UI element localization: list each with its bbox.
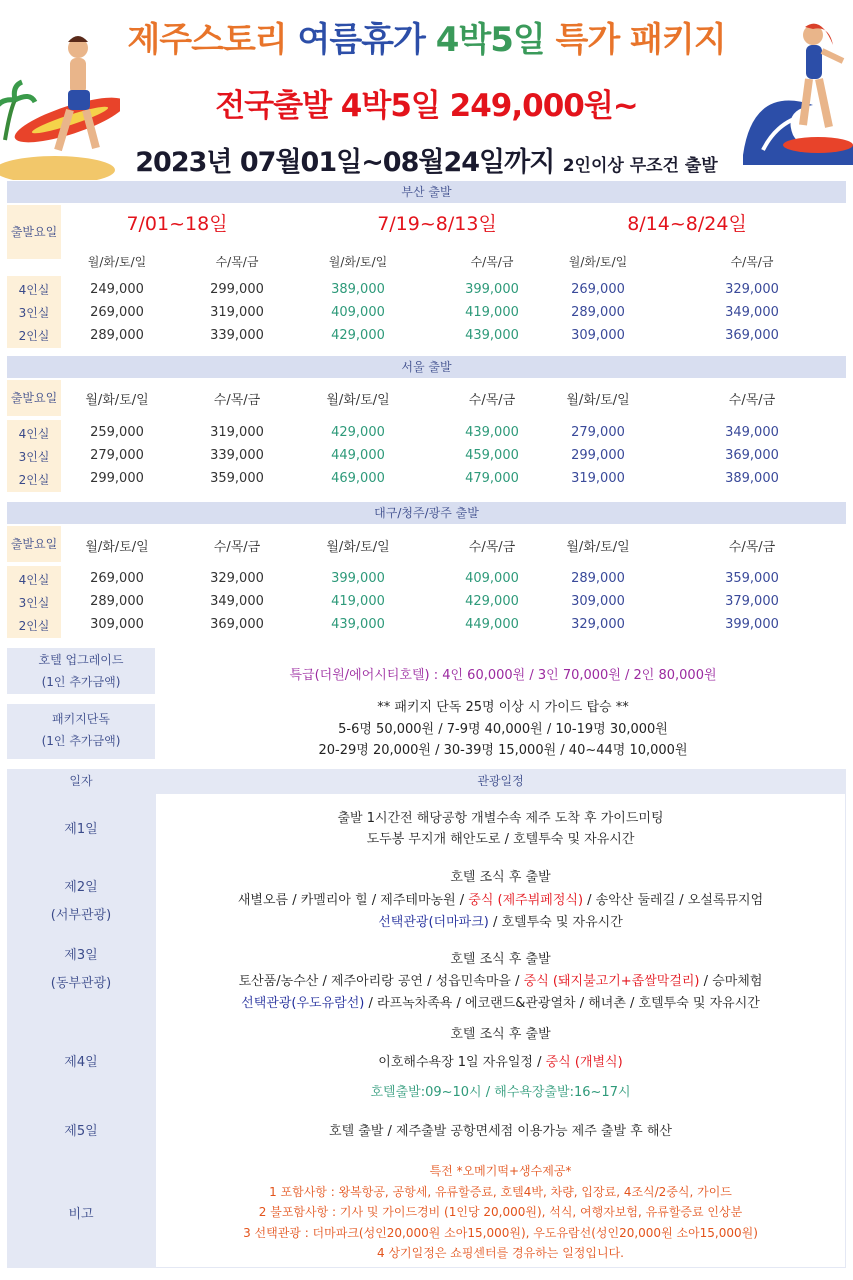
itinerary-head-day: 일자	[7, 769, 155, 793]
hotel-upgrade-label	[7, 648, 155, 694]
day-header: 월/화/토/일	[87, 255, 147, 269]
period-main: 2023년 07월01일~08월24일까지	[135, 147, 563, 178]
section-heading: 서울 출발	[7, 356, 846, 378]
room-label: 2인실	[18, 473, 50, 487]
period-header: 7/01~18일	[126, 213, 228, 235]
private-package-line: 20-29명 20,000원 / 30-39명 15,000원 / 40~44명 10,000원	[318, 743, 688, 758]
day-header: 수/목/금	[470, 255, 514, 269]
price-cell: 269,000	[571, 282, 625, 297]
price-cell: 369,000	[725, 328, 779, 343]
room-label: 4인실	[18, 573, 50, 587]
price-cell: 479,000	[465, 471, 519, 486]
price-cell: 329,000	[571, 617, 625, 632]
price-cell: 399,000	[725, 617, 779, 632]
day-header: 수/목/금	[728, 393, 776, 408]
title-brand: 제주스토리	[127, 20, 298, 60]
day3-text: / 승마체험	[699, 974, 763, 989]
day2-lunch: 중식 (제주뷔페정식)	[468, 893, 584, 908]
day-label: 출발요일	[7, 526, 61, 562]
notes-line: 1 포함사항 : 왕복항공, 공항세, 유류할증료, 호텔4박, 차량, 입장료, 4조식/2중식, 가이드	[269, 1185, 732, 1199]
price-cell: 459,000	[465, 448, 519, 463]
period-header: 8/14~8/24일	[627, 213, 747, 235]
price-cell: 429,000	[331, 328, 385, 343]
day5-label: 제5일	[64, 1124, 98, 1139]
day4-times: 호텔출발:09~10시 / 해수욕장출발:16~17시	[370, 1085, 631, 1100]
price-cell: 419,000	[331, 594, 385, 609]
price-cell: 439,000	[331, 617, 385, 632]
section-heading: 대구/청주/광주 출발	[7, 502, 846, 524]
price-cell: 289,000	[571, 571, 625, 586]
price-cell: 299,000	[571, 448, 625, 463]
room-label: 3인실	[18, 596, 50, 610]
room-labels	[7, 420, 61, 492]
hotel-upgrade-text: 특급(더원/에어시티호텔) : 4인 60,000원 / 3인 70,000원 / 2인 80,000원	[289, 668, 717, 683]
price-cell: 309,000	[571, 328, 625, 343]
notes-line: 특전 *오메기떡+생수제공*	[429, 1164, 572, 1178]
price-cell: 299,000	[90, 471, 144, 486]
day1-label: 제1일	[64, 822, 98, 837]
day-header: 월/화/토/일	[85, 540, 149, 555]
day2-text: 새별오름 / 카멜리아 힐 / 제주테마농원 /	[237, 893, 469, 908]
day3-lunch: 중식 (돼지불고기+좁쌀막걸리)	[523, 974, 700, 989]
price-cell: 319,000	[210, 425, 264, 440]
day-label: 출발요일	[7, 380, 61, 416]
day3-line: 호텔 조식 후 출발	[450, 952, 551, 967]
price-cell: 309,000	[90, 617, 144, 632]
price-cell: 369,000	[210, 617, 264, 632]
price-cell: 329,000	[210, 571, 264, 586]
day3-line	[155, 992, 846, 1011]
period-header: 7/19~8/13일	[377, 213, 497, 235]
price-subtitle: 전국출발 4박5일 249,000원~	[215, 88, 638, 124]
price-cell: 339,000	[210, 448, 264, 463]
day4-line: 호텔 조식 후 출발	[450, 1027, 551, 1042]
room-labels	[7, 276, 61, 348]
hotel-upgrade-title: 호텔 업그레이드	[38, 653, 124, 667]
price-cell: 289,000	[90, 328, 144, 343]
price-cell: 389,000	[725, 471, 779, 486]
price-cell: 409,000	[331, 305, 385, 320]
day4-label: 제4일	[64, 1055, 98, 1070]
price-cell: 319,000	[571, 471, 625, 486]
day-header: 월/화/토/일	[328, 255, 388, 269]
room-label: 2인실	[18, 619, 50, 633]
price-cell: 429,000	[465, 594, 519, 609]
day2-text: / 호텔투숙 및 자유시간	[488, 915, 623, 930]
day-header: 수/목/금	[728, 540, 776, 555]
day-header: 수/목/금	[468, 540, 516, 555]
day3-label: 제3일	[64, 948, 98, 963]
seoul-section	[7, 356, 846, 492]
day1-line: 출발 1시간전 해당공항 개별수속 제주 도착 후 가이드미팅	[337, 811, 664, 826]
private-package-line: ** 패키지 단독 25명 이상 시 가이드 탑승 **	[377, 700, 629, 715]
price-cell: 319,000	[210, 305, 264, 320]
price-cell: 339,000	[210, 328, 264, 343]
price-cell: 419,000	[465, 305, 519, 320]
day-header: 월/화/토/일	[566, 393, 630, 408]
price-cell: 289,000	[90, 594, 144, 609]
price-cell: 399,000	[331, 571, 385, 586]
title-season: 여름휴가	[297, 20, 436, 60]
price-cell: 349,000	[210, 594, 264, 609]
price-cell: 289,000	[571, 305, 625, 320]
price-cell: 439,000	[465, 328, 519, 343]
price-cell: 359,000	[725, 571, 779, 586]
price-cell: 409,000	[465, 571, 519, 586]
room-label: 3인실	[18, 306, 50, 320]
private-package-sub: (1인 추가금액)	[41, 734, 121, 748]
day-header: 수/목/금	[215, 255, 259, 269]
price-cell: 359,000	[210, 471, 264, 486]
day-header: 월/화/토/일	[326, 393, 390, 408]
day-header: 월/화/토/일	[566, 540, 630, 555]
day2-text: / 송악산 둘레길 / 오설록뮤지엄	[583, 893, 764, 908]
day2-label: 제2일	[64, 880, 98, 895]
day2-optional-tour: 선택관광(더마파크)	[378, 915, 489, 930]
notes-line: 4 상기일정은 쇼핑센터를 경유하는 일정입니다.	[377, 1246, 624, 1260]
price-cell: 279,000	[571, 425, 625, 440]
day5-line: 호텔 출발 / 제주출발 공항면세점 이용가능 제주 출발 후 해산	[329, 1124, 672, 1139]
day4-lunch: 중식 (개별식)	[545, 1055, 623, 1070]
price-cell: 429,000	[331, 425, 385, 440]
private-package-title: 패키지단독	[52, 712, 110, 726]
price-cell: 469,000	[331, 471, 385, 486]
day3-line	[155, 970, 846, 989]
price-cell: 249,000	[90, 282, 144, 297]
price-cell: 279,000	[90, 448, 144, 463]
day3-sub: (동부관광)	[50, 976, 112, 991]
day3-text: 토산품/농수산 / 제주아리랑 공연 / 성읍민속마을 /	[238, 974, 524, 989]
daegu-section	[7, 502, 846, 638]
price-cell: 309,000	[571, 594, 625, 609]
day2-line: 호텔 조식 후 출발	[450, 870, 551, 885]
day4-line	[155, 1051, 846, 1070]
title-duration: 4박5일	[435, 20, 556, 60]
room-labels	[7, 566, 61, 638]
day-header: 수/목/금	[213, 540, 261, 555]
itinerary-head-schedule: 관광일정	[155, 769, 846, 793]
price-cell: 379,000	[725, 594, 779, 609]
room-label: 4인실	[18, 427, 50, 441]
price-cell: 369,000	[725, 448, 779, 463]
price-cell: 449,000	[331, 448, 385, 463]
price-cell: 259,000	[90, 425, 144, 440]
price-cell: 269,000	[90, 571, 144, 586]
period-note: 2인이상 무조건 출발	[562, 156, 718, 176]
price-cell: 349,000	[725, 425, 779, 440]
price-cell: 449,000	[465, 617, 519, 632]
price-cell: 399,000	[465, 282, 519, 297]
price-cell: 439,000	[465, 425, 519, 440]
day-label: 출발요일	[7, 205, 61, 259]
price-cell: 389,000	[331, 282, 385, 297]
price-cell: 269,000	[90, 305, 144, 320]
private-package-label	[7, 704, 155, 759]
day3-optional-tour: 선택관광(우도유람선)	[241, 996, 365, 1011]
day-header: 월/화/토/일	[85, 393, 149, 408]
day-header: 수/목/금	[213, 393, 261, 408]
private-package-line: 5-6명 50,000원 / 7-9명 40,000원 / 10-19명 30,000원	[338, 722, 668, 737]
room-label: 4인실	[18, 283, 50, 297]
period-line	[0, 140, 853, 179]
promo-header	[0, 0, 853, 180]
section-heading: 부산 출발	[7, 181, 846, 203]
day4-text: 이호해수욕장 1일 자유일정 /	[378, 1055, 546, 1070]
itinerary-day-column	[7, 793, 155, 1268]
hotel-upgrade-sub: (1인 추가금액)	[41, 675, 121, 689]
day-header: 수/목/금	[730, 255, 774, 269]
main-title	[0, 12, 853, 61]
room-label: 3인실	[18, 450, 50, 464]
day-header: 월/화/토/일	[326, 540, 390, 555]
busan-section	[7, 181, 846, 348]
day2-sub: (서부관광)	[50, 908, 112, 923]
price-cell: 299,000	[210, 282, 264, 297]
day3-text: / 라프녹차족욕 / 에코랜드&관광열차 / 해녀촌 / 호텔투숙 및 자유시간	[364, 996, 760, 1011]
notes-line: 2 불포함사항 : 기사 및 가이드경비 (1인당 20,000원), 석식, 여행자보험, 유류할증료 인상분	[258, 1205, 743, 1219]
day2-line	[155, 911, 846, 930]
room-label: 2인실	[18, 329, 50, 343]
notes-label: 비고	[68, 1207, 94, 1222]
day-header: 월/화/토/일	[568, 255, 628, 269]
notes-line: 3 선택관광 : 더마파크(성인20,000원 소아15,000원), 우도유람선(성인20,000원 소아15,000원)	[243, 1226, 758, 1240]
price-cell: 349,000	[725, 305, 779, 320]
title-package: 특가 패키지	[555, 20, 726, 60]
price-cell: 329,000	[725, 282, 779, 297]
day-header: 수/목/금	[468, 393, 516, 408]
day2-line	[155, 889, 846, 908]
day1-line: 도두봉 무지개 해안도로 / 호텔투숙 및 자유시간	[366, 832, 635, 847]
